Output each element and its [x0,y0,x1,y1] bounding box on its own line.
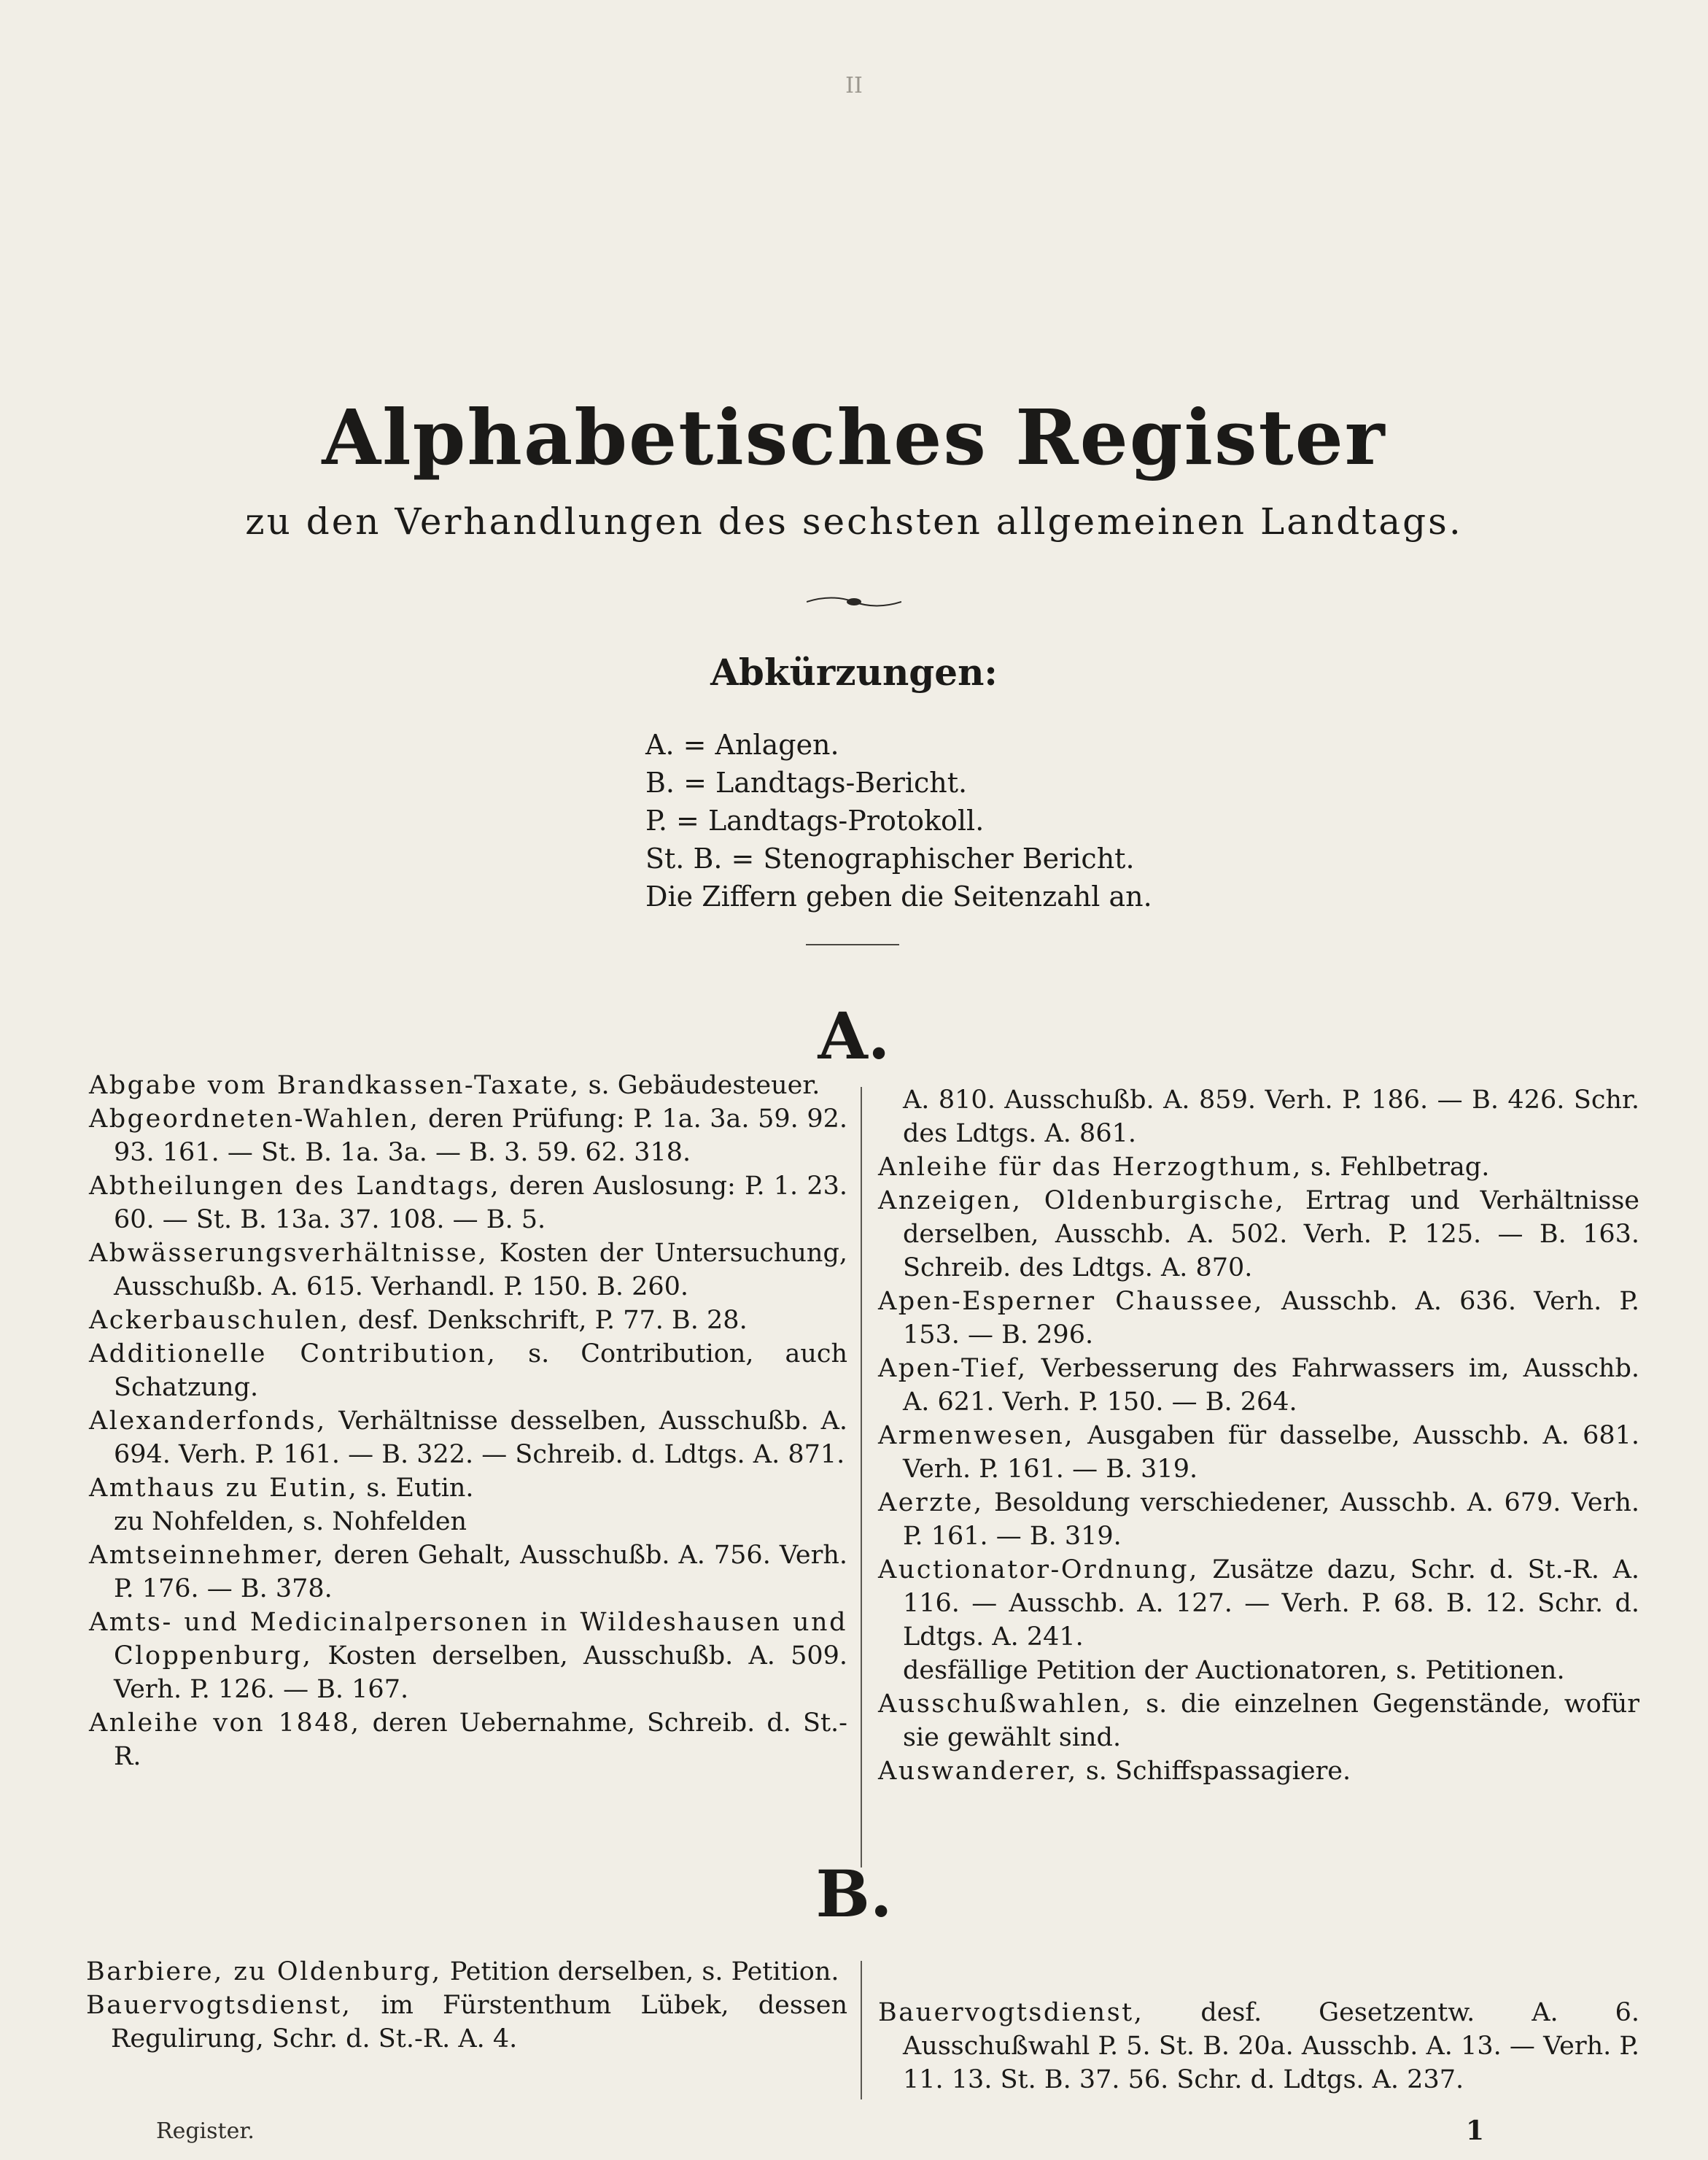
entry-text: desf. Denkschrift, P. 77. B. 28. [349,1306,748,1335]
entry-text: s. Gebäudesteuer. [580,1071,820,1100]
register-entry [89,1102,847,1169]
register-entry [89,1706,847,1773]
entry-text: desfällige Petition der Auctionatoren, s. Petitionen. [903,1656,1565,1685]
footer-register-label: Register. [156,2118,255,2144]
abbreviation-item: B. = Landtags-Bericht. [645,767,968,799]
entry-heading: Anzeigen, Oldenburgische, [878,1186,1286,1215]
entry-heading: Amthaus zu Eutin, [89,1474,359,1503]
entry-heading: Ackerbauschulen, [89,1306,350,1335]
entry-heading: Abgabe vom Brandkassen-Taxate, [89,1071,581,1100]
entry-text: Ausschb. A. 636. Verh. P. 153. — B. 296. [903,1287,1640,1350]
entry-heading: Additionelle Contribution, [89,1339,497,1369]
register-entry [89,1471,847,1505]
entry-text: s. Eutin. [358,1474,474,1503]
register-entry [878,1687,1639,1754]
entry-text: deren Uebernahme, Schreib. d. St.-R. [114,1708,847,1771]
register-entry [878,1419,1639,1486]
entry-text: deren Prüfung: P. 1a. 3a. 59. 92. 93. 161. — St. B. 1a. 3a. — B. 3. 59. 62. 318. [114,1104,847,1167]
register-entry [878,1150,1639,1184]
entry-text: zu Nohfelden, s. Nohfelden [114,1507,467,1536]
section-a-left-column [89,1069,847,1773]
column-separator [861,1087,862,1867]
register-entry [878,1083,1639,1150]
entry-text: s. Schiffspassagiere. [1077,1757,1351,1786]
page-subtitle: zu den Verhandlungen des sechsten allgemeinen Landtags. [245,500,1463,543]
ornament-divider [807,591,901,613]
register-entry [878,1553,1639,1654]
register-entry [86,1989,847,2056]
entry-text: Kosten derselben, Ausschußb. A. 509. Verh. P. 126. — B. 167. [114,1641,847,1704]
entry-text: im Fürstenthum Lübek, dessen Regulirung, Schr. d. St.-R. A. 4. [111,1991,847,2053]
abbreviations-heading: Abkürzungen: [710,651,998,694]
entry-text: deren Auslosung: P. 1. 23. 60. — St. B. 13a. 37. 108. — B. 5. [114,1172,847,1234]
page-title: Alphabetisches Register [322,392,1386,482]
entry-heading: Amts- und Medicinalpersonen in Wildeshausen und Cloppenburg, [89,1608,847,1671]
register-entry [89,1404,847,1471]
register-entry [878,1754,1639,1788]
section-b-right-column [878,1996,1639,2097]
entry-text: Ertrag und Verhältnisse derselben, Ausschb. A. 502. Verh. P. 125. — B. 163. Schreib. des Ldtgs. A. 870. [903,1186,1640,1282]
entry-text: Ausgaben für dasselbe, Ausschb. A. 681. Verh. P. 161. — B. 319. [903,1421,1639,1484]
section-b-left-column [86,1955,847,2056]
register-entry [89,1337,847,1404]
abbreviation-item: St. B. = Stenographischer Bericht. [645,843,1135,875]
entry-heading: Barbiere, zu Oldenburg, [86,1957,442,1986]
entry-heading: Apen-Esperner Chaussee, [878,1287,1264,1316]
entry-heading: Aerzte, [878,1488,984,1517]
entry-heading: Amtseinnehmer, [89,1541,325,1570]
entry-heading: Bauervogtsdienst, [86,1991,352,2020]
entry-text: Zusätze dazu, Schr. d. St.-R. A. 116. — Ausschb. A. 127. — Verh. P. 68. B. 12. Schr. d. Ldtgs. A. 241. [903,1555,1639,1652]
entry-heading: Apen-Tief, [878,1354,1028,1383]
register-entry [878,1184,1639,1285]
register-entry [878,1654,1639,1687]
register-entry [878,1996,1639,2097]
entry-text: Petition derselben, s. Petition. [441,1957,839,1986]
abbreviation-item: P. = Landtags-Protokoll. [645,805,985,837]
footer-page-number: 1 [1466,2116,1485,2146]
entry-text: s. Fehlbetrag. [1302,1153,1490,1182]
register-entry [89,1069,847,1102]
section-letter-a: A. [818,998,890,1074]
register-entry [89,1505,847,1538]
abbreviation-item: A. = Anlagen. [645,729,839,761]
entry-text: s. die einzelnen Gegenstände, wofür sie gewählt sind. [903,1689,1639,1752]
section-letter-b: B. [815,1856,893,1932]
register-entry [89,1236,847,1304]
entry-heading: Ausschußwahlen, [878,1689,1133,1719]
entry-heading: Auctionator-Ordnung, [878,1555,1199,1584]
entry-text: Verbesserung des Fahrwassers im, Ausschb. A. 621. Verh. P. 150. — B. 264. [903,1354,1639,1417]
abbreviations-list [645,726,1302,916]
register-entry [89,1304,847,1337]
entry-text: Besoldung verschiedener, Ausschb. A. 679. Verh. P. 161. — B. 319. [903,1488,1639,1551]
entry-text: desf. Gesetzentw. A. 6. Ausschußwahl P. 5. St. B. 20a. Ausschb. A. 13. — Verh. P. 11. 13. St. B. 37. 56. Schr. d. Ldtgs. A. 237. [903,1998,1639,2094]
page-mark: II [845,73,863,98]
entry-text: Verhältnisse desselben, Ausschußb. A. 694. Verh. P. 161. — B. 322. — Schreib. d. Ldtgs. A. 871. [114,1406,847,1469]
register-entry [89,1606,847,1706]
register-entry [86,1955,847,1989]
register-entry [89,1538,847,1606]
column-separator [861,1961,862,2099]
register-entry [878,1285,1639,1352]
entry-heading: Anleihe für das Herzogthum, [878,1153,1303,1182]
entry-heading: Alexanderfonds, [89,1406,327,1436]
entry-heading: Armenwesen, [878,1421,1074,1450]
entry-text: Kosten der Untersuchung, Ausschußb. A. 615. Verhandl. P. 150. B. 260. [114,1239,847,1301]
register-entry [89,1169,847,1236]
section-a-right-column [878,1083,1639,1788]
entry-text: deren Gehalt, Ausschußb. A. 756. Verh. P. 176. — B. 378. [114,1541,847,1603]
entry-heading: Auswanderer, [878,1757,1078,1786]
register-entry [878,1352,1639,1419]
entry-heading: Abgeordneten-Wahlen, [89,1104,420,1134]
entry-heading: Bauervogtsdienst, [878,1998,1144,2027]
abbreviation-note: Die Ziffern geben die Seitenzahl an. [645,880,1152,913]
entry-heading: Abtheilungen des Landtags, [89,1172,501,1201]
entry-text: s. Contribution, auch Schatzung. [114,1339,848,1402]
short-divider [806,944,899,945]
register-entry [878,1486,1639,1553]
entry-heading: Abwässerungsverhältnisse, [89,1239,489,1268]
entry-text: A. 810. Ausschußb. A. 859. Verh. P. 186. — B. 426. Schr. des Ldtgs. A. 861. [903,1085,1639,1148]
entry-heading: Anleihe von 1848, [89,1708,361,1738]
